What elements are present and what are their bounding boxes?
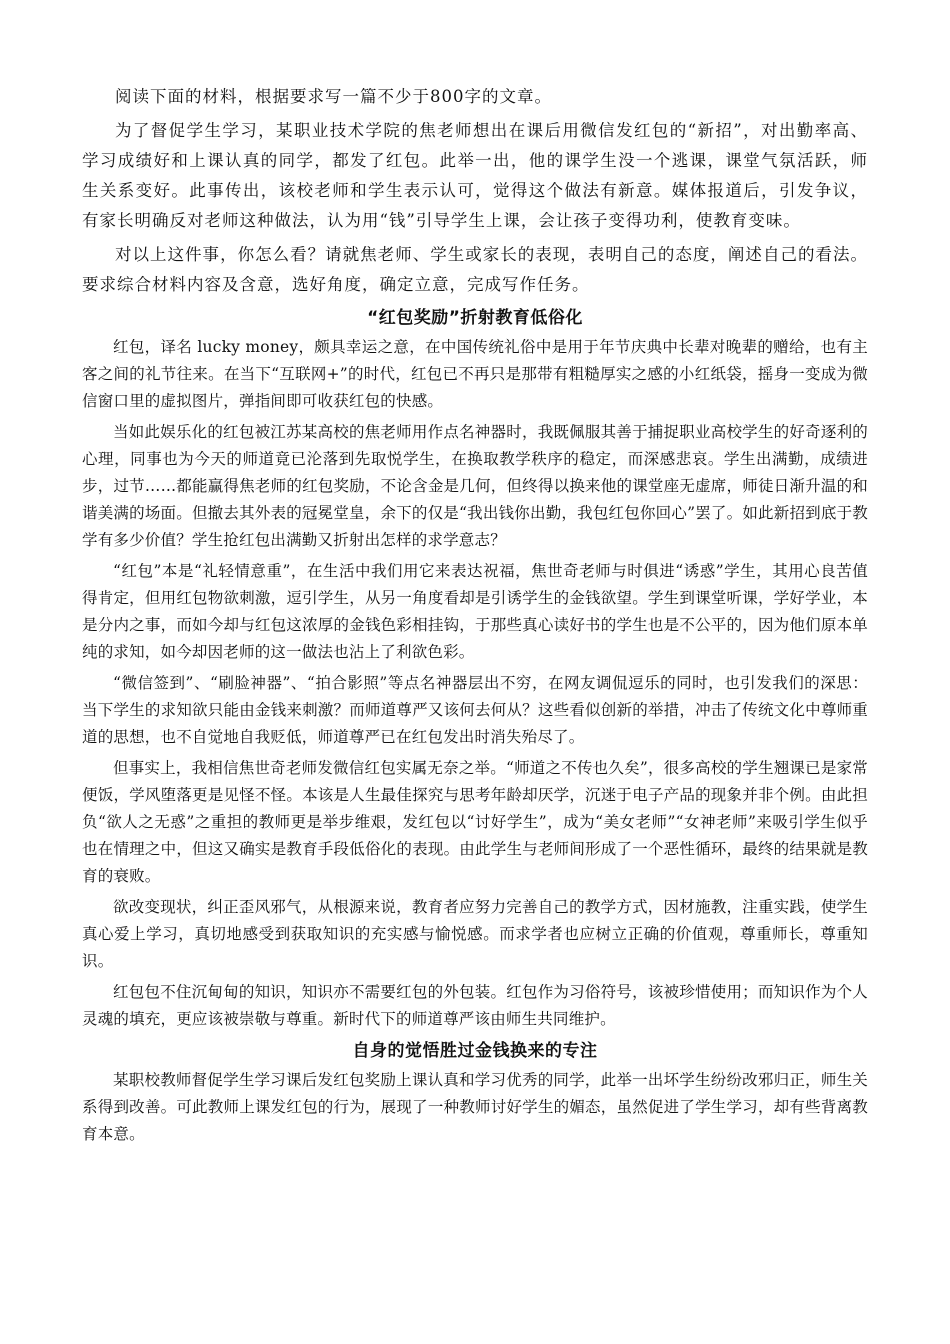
essay1-paragraph: “微信签到”、“刷脸神器”、“拍合影照”等点名神器层出不穷，在网友调侃逗乐的同时，也引发我们的深思：当下学生的求知欲只能由金钱来刺激？而师道尊严又该何去何从？这些看似创新的举措，冲击了传统文化中尊师重道的思想，也不自觉地自我贬低，师道尊严已在红包发出时消失殆尽了。 <box>82 674 868 746</box>
essay1-paragraph: 红包包不住沉甸甸的知识，知识亦不需要红包的外包装。红包作为习俗符号，该被珍惜使用；而知识作为个人灵魂的填充，更应该被崇敬与尊重。新时代下的师道尊严该由师生共同维护。 <box>82 983 868 1028</box>
essay1-paragraph: “红包”本是“礼轻情意重”，在生活中我们用它来表达祝福，焦世奇老师与时俱进“诱惑”学生，其用心良苦值得肯定，但用红包物欲刺激，逗引学生，从另一角度看却是引诱学生的金钱欲望。学生到课堂听课，学好学业，本是分内之事，而如今却与红包这浓厚的金钱色彩相挂钩，于那些真心读好书的学生也是不公平的，因为他们原本单纯的求知，如今却因老师的这一做法也沾上了利欲色彩。 <box>82 562 868 661</box>
essay1-paragraph: 但事实上，我相信焦世奇老师发微信红包实属无奈之举。“师道之不传也久矣”，很多高校的学生翘课已是家常便饭，学风堕落更是见怪不怪。本该是人生最佳探究与思考年龄却厌学，沉迷于电子产品的现象并非个例。由此担负“欲人之无惑”之重担的教师更是举步维艰，发红包以“讨好学生”，成为“美女老师”“女神老师”来吸引学生似乎也在情理之中，但这又确实是教育手段低俗化的表现。由此学生与老师间形成了一个恶性循环，最终的结果就是教育的衰败。 <box>82 759 868 885</box>
essay2-title: 自身的觉悟胜过金钱换来的专注 <box>352 1041 598 1061</box>
prompt-instruction: 阅读下面的材料，根据要求写一篇不少于800字的文章。 <box>115 87 552 106</box>
essay1-title: “红包奖励”折射教育低俗化 <box>367 308 583 328</box>
document-page <box>82 82 868 1152</box>
essay2-paragraph: 某职校教师督促学生学习课后发红包奖励上课认真和学习优秀的同学，此举一出坏学生纷纷改邪归正，师生关系得到改善。可此教师上课发红包的行为，展现了一种教师讨好学生的媚态，虽然促进了学生学习，却有些背离教育本意。 <box>82 1071 868 1143</box>
prompt-task: 对以上这件事，你怎么看？请就焦老师、学生或家长的表现，表明自己的态度，阐述自己的看法。要求综合材料内容及含意，选好角度，确定立意，完成写作任务。 <box>82 245 868 294</box>
essay1-paragraph: 欲改变现状，纠正歪风邪气，从根源来说，教育者应努力完善自己的教学方式，因材施教，注重实践，使学生真心爱上学习，真切地感受到获取知识的充实感与愉悦感。而求学者也应树立正确的价值观，尊重师长，尊重知识。 <box>82 898 868 970</box>
essay1-paragraph: 红包，译名 lucky money，颇具幸运之意，在中国传统礼俗中是用于年节庆典中长辈对晚辈的赠给，也有主客之间的礼节往来。在当下“互联网+”的时代，红包已不再只是那带有粗糙厚实之感的小红纸袋，摇身一变成为微信窗口里的虚拟图片，弹指间即可收获红包的快感。 <box>82 338 868 410</box>
essay1-paragraph: 当如此娱乐化的红包被江苏某高校的焦老师用作点名神器时，我既佩服其善于捕捉职业高校学生的好奇逐利的心理，同事也为今天的师道竟已沦落到先取悦学生，在换取教学秩序的稳定，而深感悲哀。学生出满勤，成绩进步，过节……都能赢得焦老师的红包奖励，不论含金是几何，但终得以换来他的课堂座无虚席，师徒日渐升温的和谐美满的场面。但撤去其外表的冠冕堂皇，余下的仅是“我出钱你出勤，我包红包你回心”罢了。如此新招到底于教学有多少价值？学生抢红包出满勤又折射出怎样的求学意志？ <box>82 423 868 549</box>
prompt-material: 为了督促学生学习，某职业技术学院的焦老师想出在课后用微信发红包的“新招”，对出勤率高、学习成绩好和上课认真的同学，都发了红包。此举一出，他的课学生没一个逃课，课堂气氛活跃，师生关系变好。此事传出，该校老师和学生表示认可，觉得这个做法有新意。媒体报道后，引发争议，有家长明确反对老师这种做法，认为用“钱”引导学生上课，会让孩子变得功利，使教育变味。 <box>82 121 868 230</box>
